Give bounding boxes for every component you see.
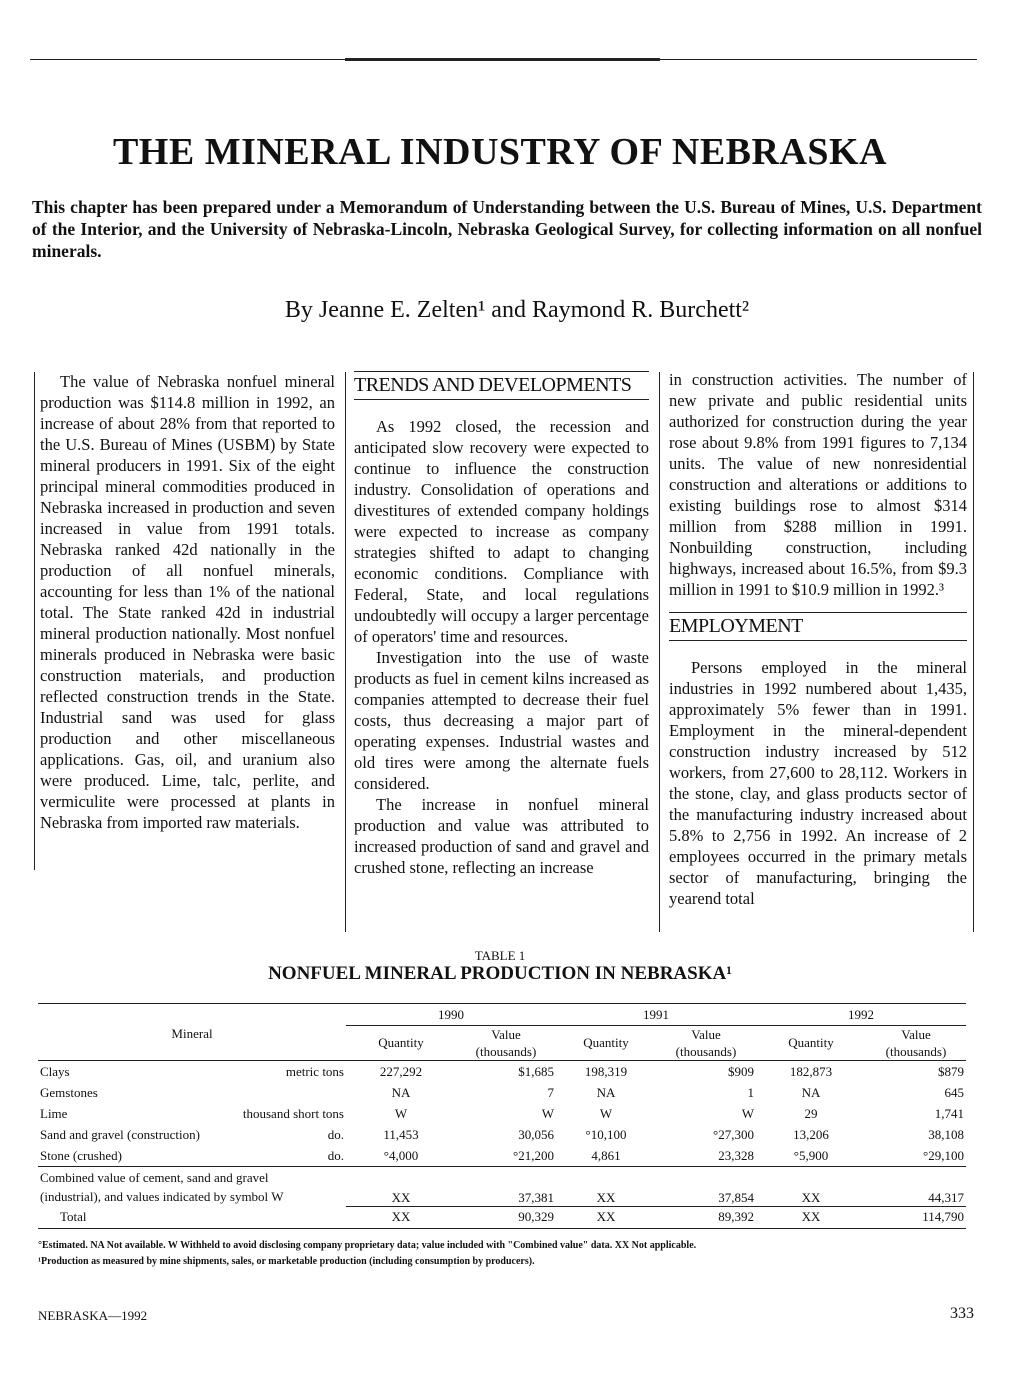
cell: °4,000 [383,1147,419,1163]
cell: W [394,1105,408,1121]
col2-paragraph-1: As 1992 closed, the recession and anticipated slow recovery were expected to continue to influence the construction industry. Consolidation of operations and divestitures of extended company holdings were expected to increase as company strategies shifted to adapt to changing economic conditions. Compliance with Federal, State, and local regulations undoubtedly will occupy a larger percentage of operators' time and resources. [354,417,649,646]
employment-heading: EMPLOYMENT [669,612,967,641]
row-unit: metric tons [285,1063,344,1079]
footer-running-head: NEBRASKA—1992 [38,1308,148,1323]
col2-paragraph-2: Investigation into the use of waste products as fuel in cement kilns increased as companies attempted to decrease their fuel costs, thus decreasing a major part of operating expenses. Industrial wastes and old tires were among the alternate fuels considered. [354,648,649,793]
cell: $1,685 [518,1063,554,1079]
cell: 38,108 [928,1126,964,1142]
byline: By Jeanne E. Zelten¹ and Raymond R. Burchett² [284,297,750,323]
cell: 4,861 [591,1147,621,1163]
combined-row [38,1167,966,1207]
intro-text: This chapter has been prepared under a Memorandum of Understanding between the U.S. Bureau of Mines, U.S. Department of the Interior, and the University of Nebraska-Lincoln, Nebraska Geological Survey, for collecting information on all nonfuel minerals. [32,197,982,261]
value-header-sub: (thousands) [675,1044,737,1059]
table-label: TABLE 1 [474,948,526,963]
page-number: 333 [950,1305,974,1322]
cell: 1,741 [934,1105,964,1121]
year-1992: 1992 [756,1004,966,1026]
col2-paragraph-3: The increase in nonfuel mineral production and value was attributed to increased production of sand and gravel and crushed stone, reflecting an increase [354,795,649,877]
cell: XX [596,1189,616,1205]
row-name: Gemstones [40,1084,98,1100]
table-row [38,1103,966,1124]
total-row [38,1206,966,1228]
cell: W [541,1105,554,1121]
cell: XX [346,1206,456,1228]
column-divider-left [34,372,35,870]
cell: 37,381 [518,1189,554,1205]
cell: 7 [547,1084,554,1100]
cell: 13,206 [793,1126,829,1142]
cell: 23,328 [718,1147,754,1163]
year-1991: 1991 [556,1004,756,1026]
cell: W [599,1105,613,1121]
quantity-header: Quantity [788,1035,834,1050]
cell: 44,317 [928,1189,964,1205]
table-row [38,1124,966,1145]
year-1990: 1990 [346,1004,556,1026]
cell: XX [391,1189,411,1205]
col3-paragraph-2: Persons employed in the mineral industries in 1992 numbered about 1,435, approximately 5% fewer than in 1991. Employment in the mineral-dependent construction industry increased by 512 workers, from 27,600 to 28,112. Workers in the stone, clay, and glass products sector of the manufacturing industry increased about 5.8% to 2,756 in 1992. An increase of 2 employees occurred in the primary metals sector of manufacturing, bringing the yearend total [669,658,967,908]
cell: 227,292 [379,1063,423,1079]
cell: 11,453 [383,1126,419,1142]
note-production: ¹Production as measured by mine shipments, sales, or marketable production (including consumption by producers). [38,1256,535,1267]
page-title: THE MINERAL INDUSTRY OF NEBRASKA [112,131,888,173]
value-header: Value [691,1027,721,1042]
cell: $909 [728,1063,754,1079]
row-name: Stone (crushed) [40,1147,122,1163]
table-title: NONFUEL MINERAL PRODUCTION IN NEBRASKA¹ [268,963,732,984]
row-unit: do. [327,1126,344,1142]
quantity-header: Quantity [378,1035,424,1050]
cell: 90,329 [456,1206,556,1228]
trends-heading: TRENDS AND DEVELOPMENTS [354,371,649,400]
column-divider-1 [345,372,346,932]
value-header-sub: (thousands) [475,1044,537,1059]
row-name: Lime [40,1105,68,1121]
table-row [38,1061,966,1083]
cell: 198,319 [584,1063,628,1079]
col1-paragraph: The value of Nebraska nonfuel mineral production was $114.8 million in 1992, an increase of about 28% from that reported to the U.S. Bureau of Mines (USBM) by State mineral producers in 1991. Six of the eight principal mineral commodities produced in Nebraska increased in production and seven increased in value from 1991 totals. Nebraska ranked 42d nationally in the production of all nonfuel minerals, accounting for less than 1% of the national total. The State ranked 42d in industrial mineral production nationally. Most nonfuel minerals produced in Nebraska were basic construction materials, and production reflected construction trends in the State. Industrial sand was used for glass production and other miscellaneous applications. Gas, oil, and uranium also were produced. Lime, talc, perlite, and vermiculite were processed at plants in Nebraska from imported raw materials. [40,372,335,832]
value-header-sub: (thousands) [885,1044,947,1059]
row-name: Clays [40,1063,70,1079]
combined-label-1: Combined value of cement, sand and gravel [40,1170,269,1185]
cell: °21,200 [513,1147,554,1163]
cell: NA [391,1084,411,1100]
production-table [38,1004,966,1229]
row-unit [208,1082,346,1103]
cell: 89,392 [656,1206,756,1228]
value-header: Value [491,1027,521,1042]
cell: 1 [747,1084,754,1100]
cell: 37,854 [718,1189,754,1205]
column-3 [669,369,967,909]
cell: XX [756,1206,866,1228]
cell: 645 [944,1084,964,1100]
cell: W [741,1105,754,1121]
cell: 114,790 [866,1206,966,1228]
cell: XX [801,1189,821,1205]
total-label: Total [60,1208,87,1224]
cell: NA [596,1084,616,1100]
cell: °29,100 [923,1147,964,1163]
column-divider-2 [659,372,660,932]
cell: XX [556,1206,656,1228]
quantity-header: Quantity [583,1035,629,1050]
cell: °27,300 [713,1126,754,1142]
mineral-header: Mineral [171,1025,213,1041]
year-header-row [38,1004,966,1026]
column-header-row [38,1026,966,1061]
cell: °5,900 [793,1147,829,1163]
note-estimated: °Estimated. NA Not available. W Withheld to avoid disclosing company proprietary data; value included with "Combined value" data. XX Not applicable. [38,1240,697,1251]
row-unit: thousand short tons [242,1105,344,1121]
table-notes [38,1238,696,1270]
combined-label-2: (industrial), and values indicated by symbol W [40,1189,284,1204]
value-header: Value [901,1027,931,1042]
column-2 [354,371,649,878]
cell: 182,873 [789,1063,833,1079]
cell: NA [801,1084,821,1100]
column-1 [40,371,335,833]
cell: $879 [938,1063,964,1079]
cell: 30,056 [518,1126,554,1142]
col3-paragraph-1: in construction activities. The number of new private and public residential units authorized for construction during the year rose about 9.8% from 1991 figures to 7,134 units. The value of new nonresidential construction and alterations or additions to existing buildings rose to almost $314 million from $288 million in 1991. Nonbuilding construction, including highways, increased about 16.5%, from $9.3 million in 1991 to $10.9 million in 1992.³ [669,370,967,599]
column-divider-right [973,372,974,932]
row-name: Sand and gravel (construction) [40,1126,200,1142]
row-unit: do. [327,1147,344,1163]
table-row [38,1145,966,1167]
top-rule-thick [345,58,660,61]
table-row [38,1082,966,1103]
cell: °10,100 [585,1126,627,1142]
cell: 29 [804,1105,818,1121]
